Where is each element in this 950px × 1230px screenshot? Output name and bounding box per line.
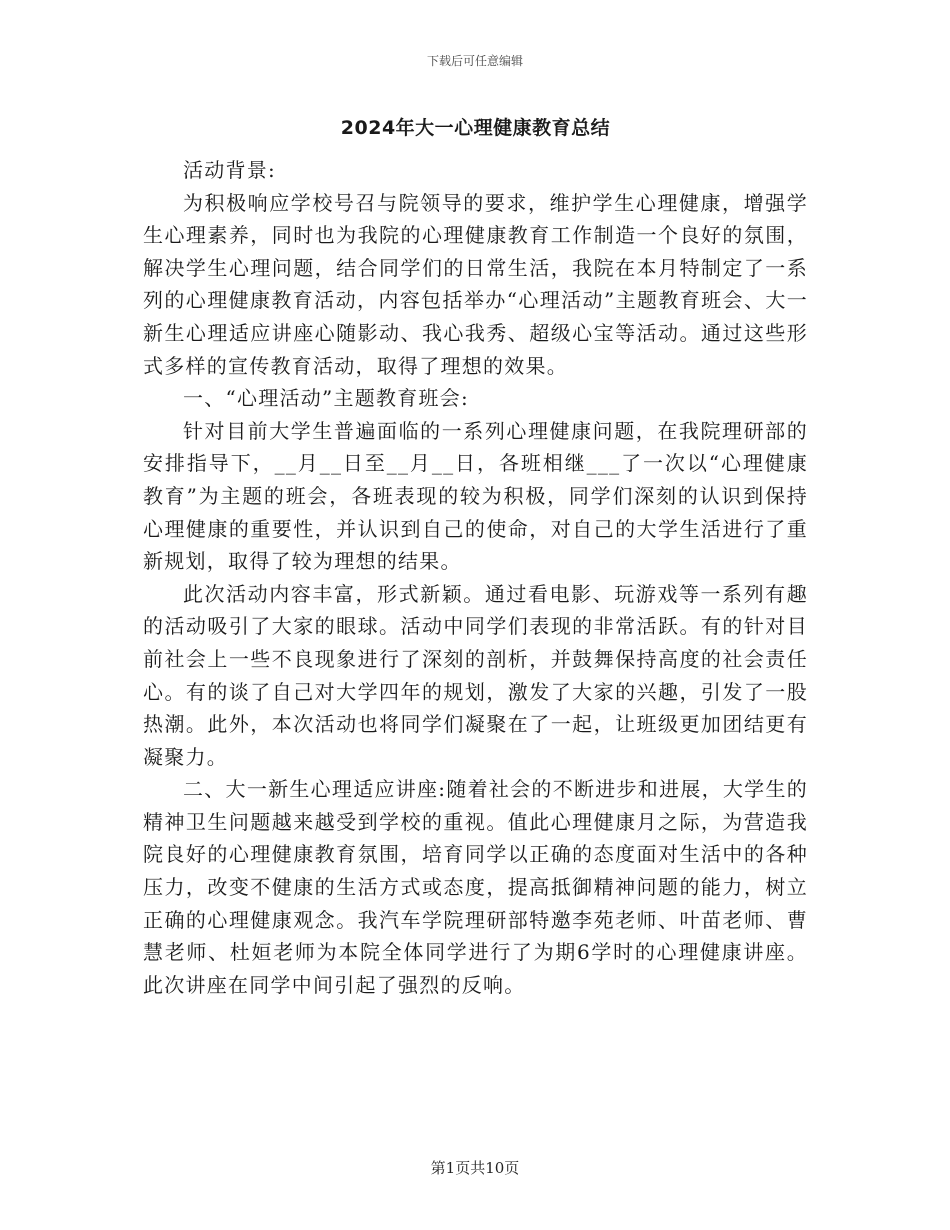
paragraph-section-one-body: 针对目前大学生普遍面临的一系列心理健康问题，在我院理研部的安排指导下，__月__日至__月__日，各班相继___了一次以“心理健康教育”为主题的班会，各班表现的较为积极，同学们深刻的认识到保持心理健康的重要性，并认识到自己的使命，对自己的大学生活进行了重新规划，取得了较为理想的结果。 bbox=[143, 418, 808, 574]
document-body bbox=[143, 112, 808, 1001]
paragraph-background-heading: 活动背景: bbox=[183, 158, 276, 182]
header-note: 下载后可任意编辑 bbox=[426, 54, 523, 68]
document-title: 2024年大一心理健康教育总结 bbox=[340, 117, 611, 139]
paragraph-section-one-details: 此次活动内容丰富，形式新颖。通过看电影、玩游戏等一系列有趣的活动吸引了大家的眼球。活动中同学们表现的非常活跃。有的针对目前社会上一些不良现象进行了深刻的剖析，并鼓舞保持高度的社会责任心。有的谈了自己对大学四年的规划，激发了大家的兴趣，引发了一股热潮。此外，本次活动也将同学们凝聚在了一起，让班级更加团结更有凝聚力。 bbox=[143, 581, 808, 769]
paragraph-section-two: 二、大一新生心理适应讲座:随着社会的不断进步和进展，大学生的精神卫生问题越来越受到学校的重视。值此心理健康月之际，为营造我院良好的心理健康教育氛围，培育同学以正确的态度面对生活中的各种压力，改变不健康的生活方式或态度，提高抵御精神问题的能力，树立正确的心理健康观念。我汽车学院理研部特邀李苑老师、叶苗老师、曹慧老师、杜姮老师为本院全体同学进行了为期6学时的心理健康讲座。此次讲座在同学中间引起了强烈的反响。 bbox=[143, 777, 808, 997]
page-number: 第1页共10页 bbox=[430, 1159, 520, 1177]
paragraph-section-one-heading: 一、“心理活动”主题教育班会: bbox=[183, 386, 469, 411]
paragraph-background: 为积极响应学校号召与院领导的要求，维护学生心理健康，增强学生心理素养，同时也为我院的心理健康教育工作制造一个良好的氛围，解决学生心理问题，结合同学们的日常生活，我院在本月特制定了一系列的心理健康教育活动，内容包括举办“心理活动”主题教育班会、大一新生心理适应讲座心随影动、我心我秀、超级心宝等活动。通过这些形式多样的宣传教育活动，取得了理想的效果。 bbox=[143, 190, 808, 378]
